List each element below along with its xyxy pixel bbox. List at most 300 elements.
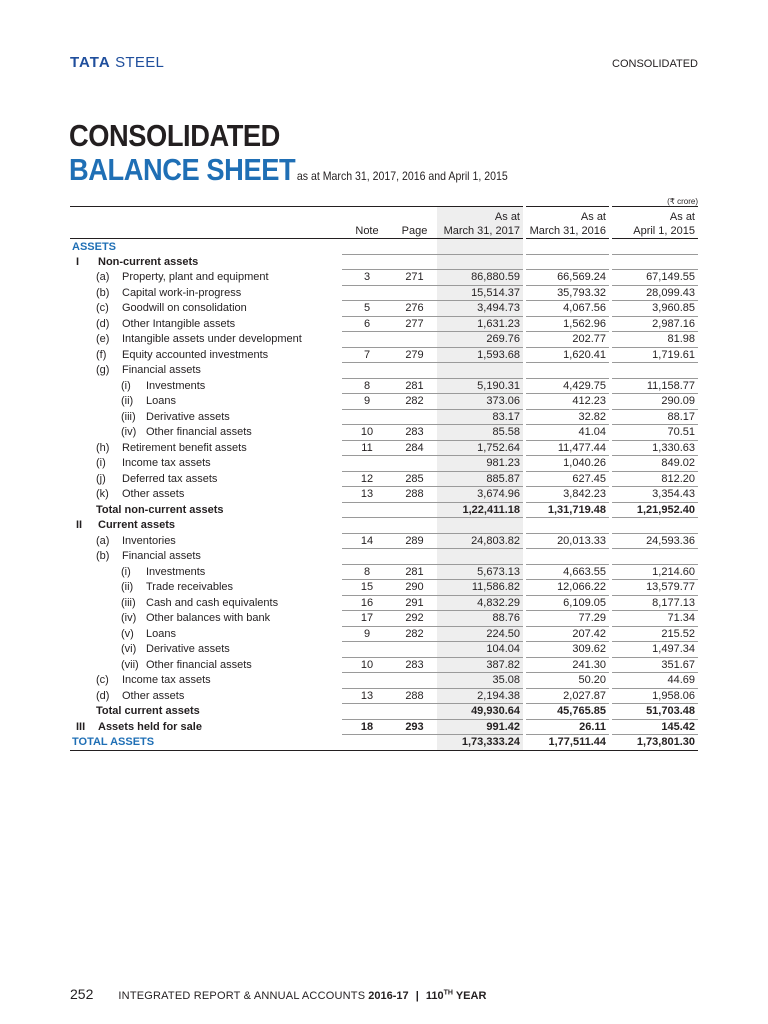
row-value-2016: 1,31,719.48: [526, 502, 609, 518]
row-value-2015: 13,579.77: [612, 580, 698, 596]
row-page: 282: [392, 626, 437, 642]
row-sub-index: (i): [121, 379, 131, 392]
row-text: Derivative assets: [146, 643, 230, 656]
row-sub-index: (a): [96, 534, 110, 547]
row-label: [70, 347, 342, 363]
table-row: [70, 425, 698, 441]
row-sub-index: (v): [121, 627, 134, 640]
row-sub-index: (b): [96, 550, 110, 563]
row-label: [70, 301, 342, 317]
row-text: Inventories: [122, 534, 176, 547]
row-page: [392, 704, 437, 720]
row-label: [70, 487, 342, 503]
row-value-2015: 67,149.55: [612, 270, 698, 286]
header-col-2016: As at March 31, 2016: [526, 207, 609, 239]
row-value-2015: 1,73,801.30: [612, 735, 698, 751]
table-row: [70, 595, 698, 611]
row-text: Trade receivables: [146, 581, 234, 594]
row-label: [70, 518, 342, 534]
row-page: 290: [392, 580, 437, 596]
row-page: 279: [392, 347, 437, 363]
row-label: [70, 270, 342, 286]
row-value-2017: 981.23: [437, 456, 523, 472]
row-sub-index: (iii): [121, 410, 136, 423]
header-col-2015: As at April 1, 2015: [612, 207, 698, 239]
row-label: [70, 719, 342, 735]
row-note: 3: [342, 270, 392, 286]
row-page: [392, 549, 437, 565]
row-label: [70, 642, 342, 658]
table-row: [70, 549, 698, 565]
table-row: [70, 704, 698, 720]
table-row: [70, 719, 698, 735]
row-label: [70, 580, 342, 596]
row-label: [70, 595, 342, 611]
row-text: Non-current assets: [98, 255, 199, 268]
row-value-2015: 51,703.48: [612, 704, 698, 720]
row-page: [392, 332, 437, 348]
table-row: [70, 347, 698, 363]
row-page: 293: [392, 719, 437, 735]
row-page: 276: [392, 301, 437, 317]
row-page: 281: [392, 378, 437, 394]
row-value-2016: 45,765.85: [526, 704, 609, 720]
row-label: [70, 502, 342, 518]
row-value-2016: [526, 363, 609, 379]
row-value-2016: [526, 254, 609, 270]
row-text: Property, plant and equipment: [122, 271, 269, 284]
row-label: [70, 363, 342, 379]
row-label: [70, 440, 342, 456]
table-row: [70, 518, 698, 534]
footer-text: INTEGRATED REPORT & ANNUAL ACCOUNTS: [118, 990, 366, 1002]
row-value-2017: 1,631.23: [437, 316, 523, 332]
row-value-2017: 991.42: [437, 719, 523, 735]
row-value-2015: 145.42: [612, 719, 698, 735]
row-sub-index: (d): [96, 317, 110, 330]
row-text: Deferred tax assets: [122, 472, 218, 485]
row-value-2016: 309.62: [526, 642, 609, 658]
row-text: Loans: [146, 395, 176, 408]
row-value-2017: [437, 518, 523, 534]
row-value-2016: 1,040.26: [526, 456, 609, 472]
row-value-2015: 11,158.77: [612, 378, 698, 394]
row-number: I: [76, 255, 80, 268]
row-value-2017: 1,593.68: [437, 347, 523, 363]
row-note: 8: [342, 378, 392, 394]
row-page: [392, 518, 437, 534]
row-sub-index: (ii): [121, 395, 134, 408]
row-value-2016: 1,620.41: [526, 347, 609, 363]
row-value-2016: 3,842.23: [526, 487, 609, 503]
row-value-2016: [526, 239, 609, 255]
row-label: [70, 316, 342, 332]
row-note: 11: [342, 440, 392, 456]
row-value-2017: 24,803.82: [437, 533, 523, 549]
row-sub-index: (iv): [121, 612, 137, 625]
row-text: Other Intangible assets: [122, 317, 236, 330]
table-row: [70, 409, 698, 425]
row-text: Total non-current assets: [96, 503, 224, 516]
row-page: 288: [392, 487, 437, 503]
row-page: 291: [392, 595, 437, 611]
logo-steel: STEEL: [115, 54, 165, 71]
row-value-2016: 41.04: [526, 425, 609, 441]
row-value-2017: 3,674.96: [437, 487, 523, 503]
table-row: [70, 502, 698, 518]
row-value-2017: 86,880.59: [437, 270, 523, 286]
row-value-2016: 32.82: [526, 409, 609, 425]
row-value-2017: 88.76: [437, 611, 523, 627]
row-label: [70, 688, 342, 704]
row-value-2016: 412.23: [526, 394, 609, 410]
row-text: Current assets: [98, 519, 176, 532]
row-value-2015: 71.34: [612, 611, 698, 627]
row-text: Other balances with bank: [146, 612, 271, 625]
row-value-2015: 1,21,952.40: [612, 502, 698, 518]
row-value-2015: 812.20: [612, 471, 698, 487]
row-text: ASSETS: [72, 240, 117, 253]
row-value-2017: 224.50: [437, 626, 523, 642]
row-value-2016: 4,067.56: [526, 301, 609, 317]
row-label: [70, 409, 342, 425]
row-number: II: [76, 519, 83, 532]
row-label: [70, 239, 342, 255]
page-footer: [70, 986, 486, 1002]
row-text: Derivative assets: [146, 410, 230, 423]
row-value-2016: 35,793.32: [526, 285, 609, 301]
row-note: [342, 456, 392, 472]
row-page: [392, 642, 437, 658]
row-text: Goodwill on consolidation: [122, 302, 247, 315]
table-row: [70, 673, 698, 689]
row-text: Investments: [146, 565, 206, 578]
row-sub-index: (a): [96, 271, 110, 284]
row-page: [392, 285, 437, 301]
table-row: [70, 642, 698, 658]
row-page: 289: [392, 533, 437, 549]
row-page: 283: [392, 425, 437, 441]
row-page: 284: [392, 440, 437, 456]
row-note: [342, 704, 392, 720]
table-row: [70, 378, 698, 394]
row-note: [342, 363, 392, 379]
row-text: Income tax assets: [122, 674, 211, 687]
row-text: Total current assets: [96, 705, 200, 718]
row-label: [70, 704, 342, 720]
row-page: [392, 735, 437, 751]
row-value-2015: 1,214.60: [612, 564, 698, 580]
row-note: [342, 409, 392, 425]
row-sub-index: (iii): [121, 596, 136, 609]
row-page: 277: [392, 316, 437, 332]
row-value-2017: 35.08: [437, 673, 523, 689]
row-number: III: [76, 720, 86, 733]
page-title-line1: CONSOLIDATED: [69, 118, 280, 153]
row-value-2016: 207.42: [526, 626, 609, 642]
table-row: [70, 626, 698, 642]
header-particulars: [70, 207, 342, 239]
row-value-2015: 88.17: [612, 409, 698, 425]
table-row: [70, 735, 698, 751]
row-value-2015: 70.51: [612, 425, 698, 441]
row-text: Retirement benefit assets: [122, 441, 247, 454]
table-row: [70, 332, 698, 348]
row-text: Intangible assets under development: [122, 333, 302, 346]
row-sub-index: (h): [96, 441, 110, 454]
row-sub-index: (vii): [121, 658, 139, 671]
row-sub-index: (g): [96, 364, 110, 377]
row-label: [70, 285, 342, 301]
row-page: [392, 502, 437, 518]
table-row: [70, 611, 698, 627]
header-page: Page: [392, 207, 437, 239]
row-label: [70, 626, 342, 642]
row-value-2015: [612, 254, 698, 270]
row-page: 285: [392, 471, 437, 487]
row-note: 9: [342, 626, 392, 642]
row-note: [342, 735, 392, 751]
row-text: Other assets: [122, 488, 185, 501]
row-value-2016: 66,569.24: [526, 270, 609, 286]
row-text: Investments: [146, 379, 206, 392]
table-row: [70, 487, 698, 503]
row-value-2017: 1,22,411.18: [437, 502, 523, 518]
row-value-2015: 290.09: [612, 394, 698, 410]
row-note: 9: [342, 394, 392, 410]
row-value-2016: 4,663.55: [526, 564, 609, 580]
header-note: Note: [342, 207, 392, 239]
row-label: [70, 735, 342, 751]
table-row: [70, 301, 698, 317]
row-page: [392, 363, 437, 379]
table-row: [70, 564, 698, 580]
section-label: CONSOLIDATED: [612, 58, 698, 70]
row-label: [70, 549, 342, 565]
row-page: 288: [392, 688, 437, 704]
row-sub-index: (i): [121, 565, 131, 578]
row-text: Financial assets: [122, 364, 201, 377]
row-value-2016: [526, 518, 609, 534]
row-page: 292: [392, 611, 437, 627]
row-page: 282: [392, 394, 437, 410]
footer-separator: |: [415, 990, 419, 1002]
row-text: Cash and cash equivalents: [146, 596, 279, 609]
row-value-2017: 1,73,333.24: [437, 735, 523, 751]
row-page: [392, 239, 437, 255]
title-balance-sheet: BALANCE SHEET: [69, 152, 296, 187]
row-note: [342, 673, 392, 689]
row-text: Loans: [146, 627, 176, 640]
table-row: [70, 285, 698, 301]
row-page: [392, 254, 437, 270]
table-row: [70, 580, 698, 596]
row-sub-index: (b): [96, 286, 110, 299]
table-row: [70, 254, 698, 270]
row-value-2015: 1,330.63: [612, 440, 698, 456]
row-value-2015: 2,987.16: [612, 316, 698, 332]
unit-label: (₹ crore): [667, 197, 698, 206]
row-value-2015: 3,354.43: [612, 487, 698, 503]
row-value-2017: 85.58: [437, 425, 523, 441]
footer-edition: 110TH YEAR: [425, 989, 487, 1002]
table-header-row: [70, 207, 698, 239]
logo-tata: TATA: [70, 54, 111, 71]
row-note: [342, 549, 392, 565]
row-value-2015: 28,099.43: [612, 285, 698, 301]
row-value-2017: 1,752.64: [437, 440, 523, 456]
table-row: [70, 270, 698, 286]
row-value-2017: 104.04: [437, 642, 523, 658]
row-page: 283: [392, 657, 437, 673]
row-value-2016: 2,027.87: [526, 688, 609, 704]
row-value-2015: 1,719.61: [612, 347, 698, 363]
row-sub-index: (f): [96, 348, 107, 361]
row-label: [70, 394, 342, 410]
row-note: 14: [342, 533, 392, 549]
row-value-2016: 1,77,511.44: [526, 735, 609, 751]
table-row: [70, 440, 698, 456]
row-value-2015: 3,960.85: [612, 301, 698, 317]
table-row: [70, 688, 698, 704]
table-row: [70, 394, 698, 410]
table-row: [70, 456, 698, 472]
table-row: [70, 471, 698, 487]
row-value-2015: 44.69: [612, 673, 698, 689]
row-value-2016: 4,429.75: [526, 378, 609, 394]
row-text: Other assets: [122, 689, 185, 702]
row-note: [342, 502, 392, 518]
row-value-2016: 11,477.44: [526, 440, 609, 456]
row-note: 16: [342, 595, 392, 611]
row-value-2017: 373.06: [437, 394, 523, 410]
row-value-2015: 351.67: [612, 657, 698, 673]
tata-steel-logo: [70, 54, 164, 71]
row-note: 5: [342, 301, 392, 317]
row-value-2015: 24,593.36: [612, 533, 698, 549]
row-value-2017: [437, 239, 523, 255]
row-text: Other financial assets: [146, 658, 252, 671]
row-value-2017: 4,832.29: [437, 595, 523, 611]
row-label: [70, 611, 342, 627]
row-note: 10: [342, 657, 392, 673]
row-value-2017: 15,514.37: [437, 285, 523, 301]
row-label: [70, 471, 342, 487]
row-note: [342, 518, 392, 534]
row-sub-index: (j): [96, 472, 106, 485]
table-row: [70, 533, 698, 549]
row-sub-index: (vi): [121, 643, 137, 656]
row-value-2017: 269.76: [437, 332, 523, 348]
row-note: 18: [342, 719, 392, 735]
row-value-2016: 50.20: [526, 673, 609, 689]
row-note: 15: [342, 580, 392, 596]
row-text: Other financial assets: [146, 426, 252, 439]
row-value-2017: 49,930.64: [437, 704, 523, 720]
row-value-2017: 885.87: [437, 471, 523, 487]
balance-sheet-table: [70, 206, 698, 751]
row-sub-index: (i): [96, 457, 106, 470]
row-page: 271: [392, 270, 437, 286]
row-value-2016: 12,066.22: [526, 580, 609, 596]
footer-year: 2016-17: [368, 990, 409, 1002]
row-label: [70, 332, 342, 348]
row-note: [342, 332, 392, 348]
row-value-2017: 2,194.38: [437, 688, 523, 704]
row-text: Assets held for sale: [98, 720, 202, 733]
row-value-2015: 1,497.34: [612, 642, 698, 658]
row-value-2017: 5,190.31: [437, 378, 523, 394]
row-sub-index: (e): [96, 333, 110, 346]
row-label: [70, 564, 342, 580]
row-label: [70, 657, 342, 673]
row-value-2016: 1,562.96: [526, 316, 609, 332]
row-text: Capital work-in-progress: [122, 286, 242, 299]
row-page: [392, 456, 437, 472]
row-note: 17: [342, 611, 392, 627]
row-value-2015: 849.02: [612, 456, 698, 472]
title-subtitle: as at March 31, 2017, 2016 and April 1, 2015: [296, 169, 508, 183]
row-value-2015: 81.98: [612, 332, 698, 348]
row-value-2015: [612, 239, 698, 255]
row-sub-index: (c): [96, 674, 109, 687]
row-value-2017: [437, 254, 523, 270]
page-title-line2: [69, 152, 508, 188]
row-label: [70, 254, 342, 270]
row-label: [70, 425, 342, 441]
row-page: [392, 409, 437, 425]
row-label: [70, 533, 342, 549]
row-value-2017: 11,586.82: [437, 580, 523, 596]
row-value-2017: 387.82: [437, 657, 523, 673]
row-note: [342, 285, 392, 301]
row-value-2016: 20,013.33: [526, 533, 609, 549]
row-value-2017: 3,494.73: [437, 301, 523, 317]
row-note: 12: [342, 471, 392, 487]
table-row: [70, 657, 698, 673]
row-note: 13: [342, 688, 392, 704]
row-note: 13: [342, 487, 392, 503]
row-note: 6: [342, 316, 392, 332]
row-value-2016: 26.11: [526, 719, 609, 735]
table-row: [70, 316, 698, 332]
row-value-2015: [612, 363, 698, 379]
row-label: [70, 378, 342, 394]
row-label: [70, 673, 342, 689]
page-number: 252: [70, 986, 94, 1002]
row-value-2016: 77.29: [526, 611, 609, 627]
row-page: 281: [392, 564, 437, 580]
row-value-2016: 241.30: [526, 657, 609, 673]
row-value-2015: [612, 549, 698, 565]
row-text: TOTAL ASSETS: [72, 736, 155, 748]
row-sub-index: (k): [96, 488, 109, 501]
row-note: 10: [342, 425, 392, 441]
table-body: [70, 239, 698, 751]
table-row: [70, 239, 698, 255]
row-label: [70, 456, 342, 472]
table-row: [70, 363, 698, 379]
row-value-2017: 5,673.13: [437, 564, 523, 580]
row-note: [342, 254, 392, 270]
row-sub-index: (d): [96, 689, 110, 702]
row-value-2017: [437, 363, 523, 379]
row-sub-index: (c): [96, 302, 109, 315]
row-value-2016: 6,109.05: [526, 595, 609, 611]
row-note: [342, 239, 392, 255]
header-col-2017: As at March 31, 2017: [437, 207, 523, 239]
row-text: Financial assets: [122, 550, 201, 563]
